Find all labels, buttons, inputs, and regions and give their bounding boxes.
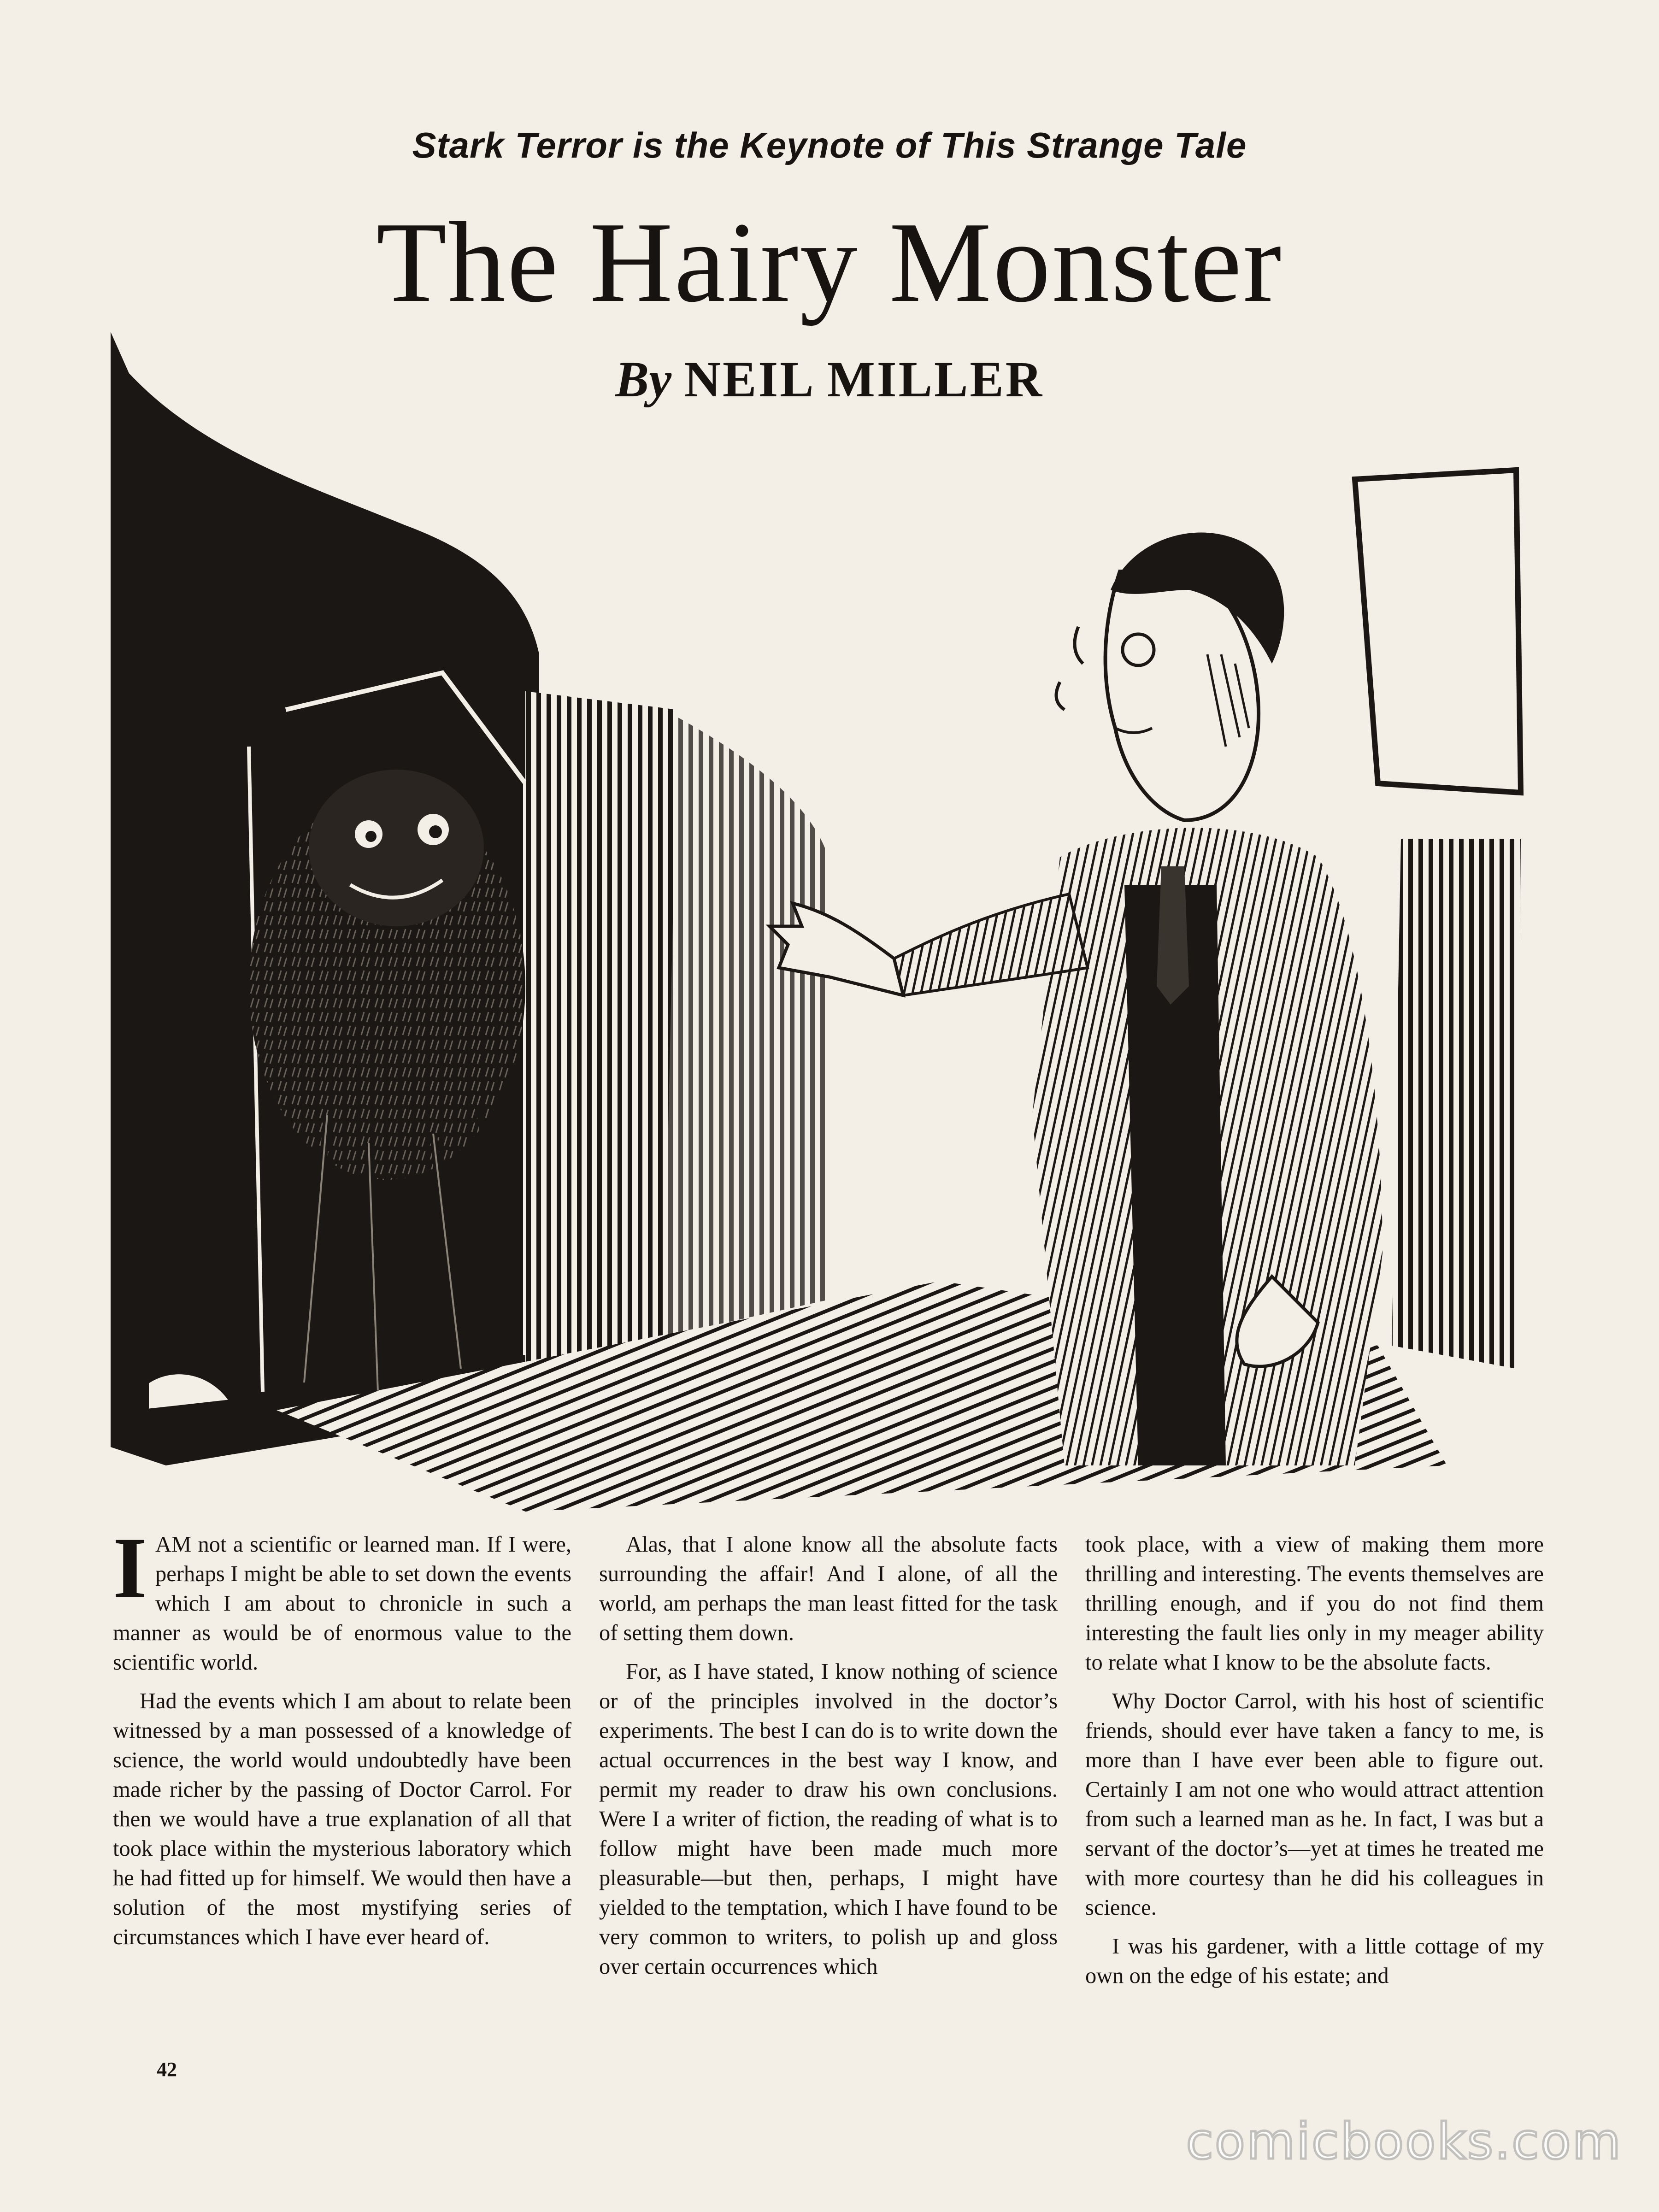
story-paragraph-text: AM not a scientific or learned man. If I were, perhaps I might be able to set down the events which I am about to chronicle in such a manner as would be of enormous value to the scientific world. <box>113 1532 571 1675</box>
story-illustration <box>111 332 1544 1530</box>
story-paragraph: For, as I have stated, I know nothing of science or of the principles involved in the doctor’s experiments. The best I can do is to write down the actual occurrences in the best way I know, and permit my reader to draw his own conclusions. Were I a writer of fiction, the reading of what is to follow might have been made much more pleasurable—but then, perhaps, I might have yielded to the temptation, which I have found to be very common to writers, to polish up and gloss over certain occurrences which <box>599 1659 1058 1979</box>
byline-by: By <box>615 351 672 407</box>
story-paragraph: Had the events which I am about to relate been witnessed by a man possessed of a knowledge of science, the world would undoubtedly have been made richer by the passing of Doctor Carrol. For then we would have a true explanation of all that took place within the mysterious laboratory which he had fitted up for himself. We would then have a solution of the most mystifying series of circumstances which I have ever heard of. <box>113 1689 571 1949</box>
story-paragraph: Why Doctor Carrol, with his host of scientific friends, should ever have taken a fancy to me, is more than I have ever been able to figure out. Certainly I am not one who would attract attention from such a learned man as he. In fact, I was but a servant of the doctor’s—yet at times he treated me with more courtesy than he did his colleagues in science. <box>1085 1689 1544 1920</box>
story-paragraph: I was his gardener, with a little cottage of my own on the edge of his estate; and <box>1085 1934 1544 1988</box>
story-paragraph: Alas, that I alone know all the absolute facts surrounding the affair! And I alone, of all the world, am perhaps the man least fitted for the task of setting them down. <box>599 1532 1058 1645</box>
story-column-3 <box>1085 1530 1544 1991</box>
story-column-1 <box>113 1520 571 1952</box>
story-title: The Hairy Monster <box>376 199 1283 326</box>
story-paragraph: took place, with a view of making them more thrilling and interesting. The events themselves are thrilling enough, and if you do not find them interesting the fault lies only in my meager ability to relate what I know to be the absolute facts. <box>1085 1532 1544 1675</box>
story-paragraph <box>113 1520 571 1677</box>
story-column-2 <box>599 1530 1058 1982</box>
byline-author: NEIL MILLER <box>684 351 1044 407</box>
story-kicker: Stark Terror is the Keynote of This Strange Tale <box>412 125 1247 165</box>
site-watermark: comicbooks.com <box>1186 2113 1622 2171</box>
drop-cap: I <box>113 1520 147 1617</box>
illustration-drawing <box>111 332 1544 1530</box>
page-number: 42 <box>157 2058 177 2081</box>
